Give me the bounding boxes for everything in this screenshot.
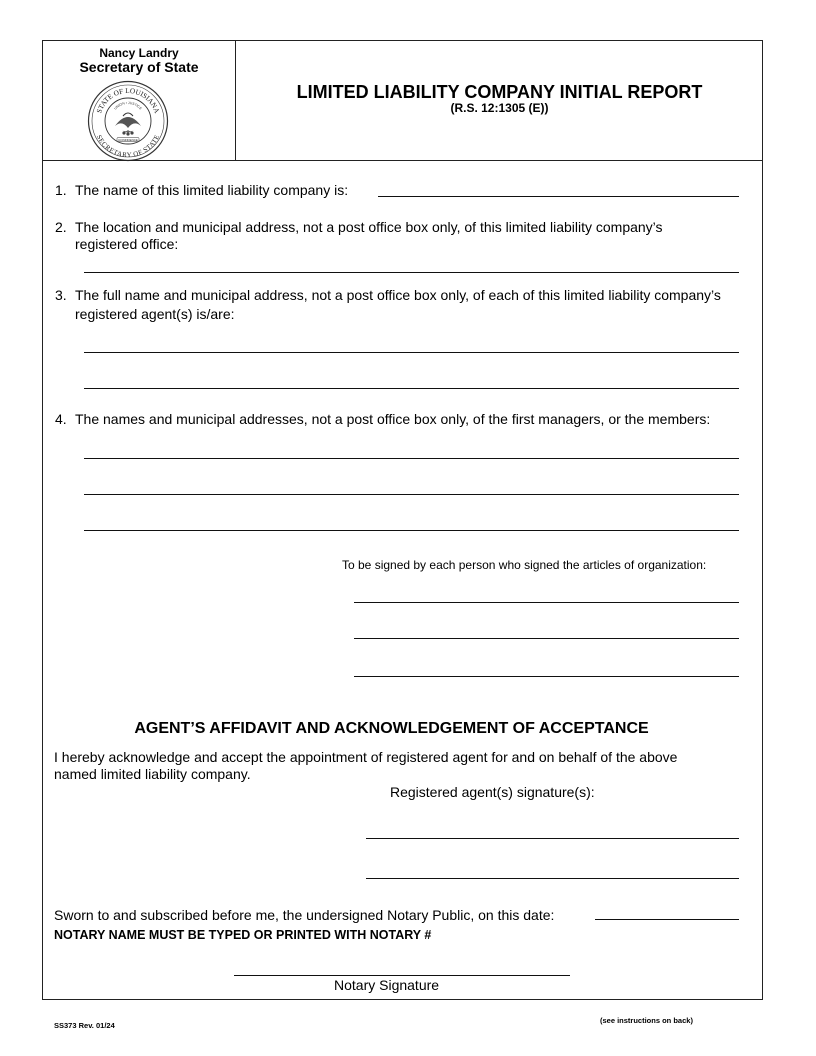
notary-requirement: NOTARY NAME MUST BE TYPED OR PRINTED WITH NOTARY # (54, 928, 432, 942)
affidavit-heading: AGENT’S AFFIDAVIT AND ACKNOWLEDGEMENT OF ACCEPTANCE (134, 720, 649, 737)
seal-bottom-text: SECRETARY OF STATE (94, 134, 162, 160)
notary-signature-field[interactable] (234, 975, 570, 976)
official-title: Secretary of State (79, 59, 199, 75)
item-1-label: The name of this limited liability company is: (75, 182, 349, 198)
item-2-label-line2: registered office: (75, 236, 179, 252)
signers-instruction: To be signed by each person who signed the articles of organization: (342, 558, 707, 572)
managers-field-3[interactable] (84, 530, 739, 531)
agent-signature-1[interactable] (366, 838, 739, 839)
header-divider (43, 160, 763, 161)
registered-agent-field-2[interactable] (84, 388, 739, 389)
registered-office-field[interactable] (84, 272, 739, 273)
organizer-signature-2[interactable] (354, 638, 739, 639)
agent-signature-2[interactable] (366, 878, 739, 879)
form-code: SS373 Rev. 01/24 (54, 1021, 115, 1030)
organizer-signature-1[interactable] (354, 602, 739, 603)
affidavit-text-line1: I hereby acknowledge and accept the appointment of registered agent for and on behalf of the above (54, 749, 678, 765)
organizer-signature-3[interactable] (354, 676, 739, 677)
affidavit-text-line2: named limited liability company. (54, 766, 251, 782)
instructions-note: (see instructions on back) (600, 1016, 693, 1025)
statute-reference: (R.S. 12:1305 (E)) (450, 101, 549, 115)
item-3-number: 3. (55, 287, 67, 303)
form-title: LIMITED LIABILITY COMPANY INITIAL REPORT (296, 82, 703, 102)
item-4-number: 4. (55, 411, 67, 427)
header-seal-cell (43, 41, 236, 160)
item-2-number: 2. (55, 219, 67, 235)
official-name: Nancy Landry (99, 46, 179, 60)
agent-signature-label: Registered agent(s) signature(s): (390, 784, 595, 800)
svg-text:UNION • JUSTICE (113, 101, 143, 111)
item-2-label-line1: The location and municipal address, not a post office box only, of this limited liability company’s (75, 219, 663, 235)
notary-date-field[interactable] (595, 919, 739, 920)
item-3-label-line1: The full name and municipal address, not a post office box only, of each of this limited liability company’s (75, 287, 721, 303)
seal-motto-bottom: CONFIDENCE (118, 137, 138, 142)
sworn-statement: Sworn to and subscribed before me, the undersigned Notary Public, on this date: (54, 907, 555, 923)
managers-field-2[interactable] (84, 494, 739, 495)
state-seal-icon (87, 80, 169, 162)
notary-signature-label: Notary Signature (334, 977, 440, 993)
seal-motto-top: UNION • JUSTICE (113, 100, 143, 111)
registered-agent-field-1[interactable] (84, 352, 739, 353)
item-3-label-line2: registered agent(s) is/are: (75, 306, 235, 322)
seal-top-text: STATE OF LOUISIANA (95, 86, 161, 115)
item-1-number: 1. (55, 182, 67, 198)
item-4-label: The names and municipal addresses, not a post office box only, of the first managers, or the members: (75, 411, 711, 427)
managers-field-1[interactable] (84, 458, 739, 459)
company-name-field[interactable] (378, 196, 739, 197)
